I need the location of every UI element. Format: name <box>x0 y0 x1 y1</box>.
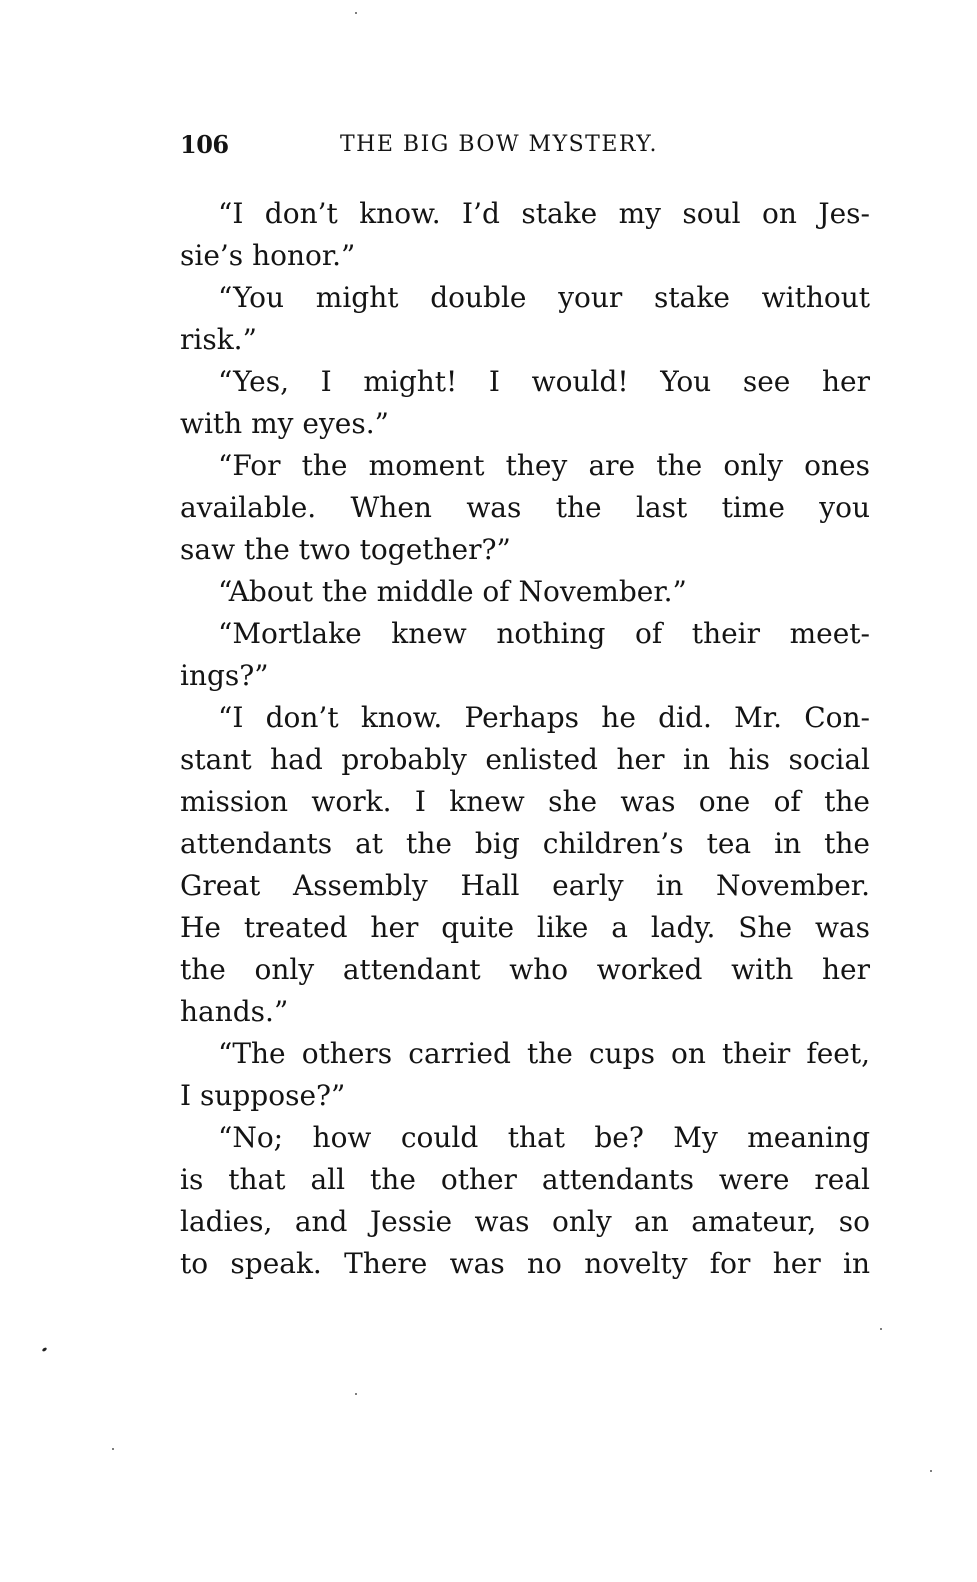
text-line: saw the two together?” <box>180 533 511 566</box>
text-line: “I don’t know. Perhaps he did. Mr. Con- <box>218 701 870 734</box>
scan-speck <box>930 1470 932 1472</box>
text-line: “For the moment they are the only ones <box>218 449 870 482</box>
text-line: I suppose?” <box>180 1079 346 1112</box>
text-line: sie’s honor.” <box>180 239 356 272</box>
text-line: hands.” <box>180 995 289 1028</box>
text-line: is that all the other attendants were real <box>180 1163 870 1196</box>
text-line: “The others carried the cups on their feet, <box>218 1037 870 1070</box>
text-line: ings?” <box>180 659 269 692</box>
text-line: mission work. I knew she was one of the <box>180 785 870 818</box>
scan-speck <box>42 1347 48 1352</box>
text-line: the only attendant who worked with her <box>180 953 870 986</box>
text-line: to speak. There was no novelty for her in <box>180 1247 870 1280</box>
body-text <box>180 193 870 1285</box>
text-line: attendants at the big children’s tea in the <box>180 827 870 860</box>
scan-speck <box>355 1393 357 1395</box>
text-line: “No; how could that be? My meaning <box>218 1121 870 1154</box>
text-line: stant had probably enlisted her in his social <box>180 743 870 776</box>
page-header <box>180 130 870 170</box>
text-line: Great Assembly Hall early in November. <box>180 869 870 902</box>
text-line: “I don’t know. I’d stake my soul on Jes- <box>218 197 870 230</box>
text-line: “Yes, I might! I would! You see her <box>218 365 870 398</box>
text-line: “About the middle of November.” <box>218 575 687 608</box>
text-line: risk.” <box>180 323 257 356</box>
page-number: 106 <box>180 130 229 159</box>
text-line: ladies, and Jessie was only an amateur, so <box>180 1205 870 1238</box>
running-head: THE BIG BOW MYSTERY. <box>340 132 658 157</box>
text-line: “You might double your stake without <box>218 281 870 314</box>
text-line: available. When was the last time you <box>180 491 870 524</box>
scan-speck <box>112 1448 114 1450</box>
text-line: He treated her quite like a lady. She was <box>180 911 870 944</box>
text-line: with my eyes.” <box>180 407 389 440</box>
text-line: “Mortlake knew nothing of their meet- <box>218 617 870 650</box>
scan-speck <box>355 12 357 14</box>
scan-speck <box>880 1328 882 1330</box>
